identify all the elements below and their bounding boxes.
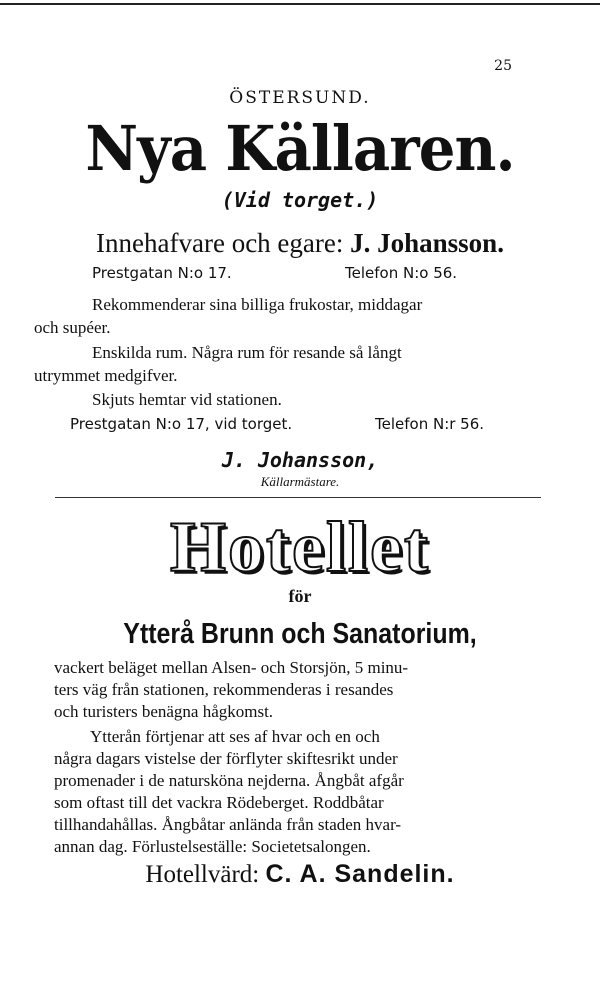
section-divider: [55, 497, 541, 498]
ad1-line-5: Skjuts hemtar vid stationen.: [92, 390, 282, 409]
ad2-line-4: Ytterån förtjenar att ses af hvar och en och: [90, 727, 380, 746]
ad1-line-2: och supéer.: [34, 318, 111, 337]
ad1-line-1: Rekommenderar sina billiga frukostar, middagar: [92, 295, 423, 314]
ad2-host-label: Hotellvärd:: [145, 861, 260, 888]
ad1-owner-label: Innehafvare och egare:: [96, 228, 344, 258]
ad2-line-2: ters väg från stationen, rekommenderas i resandes: [54, 680, 394, 699]
ad2-title: Hotellet: [170, 507, 430, 587]
ad1-signature-name: J. Johansson,: [221, 448, 379, 472]
ad2-line-6: promenader i de natursköna nejderna. Ångbåt afgår: [54, 771, 404, 790]
ad2-line-5: några dagars vistelse der förflyter skiftesrikt under: [54, 749, 398, 768]
ad2-line-8: tillhandahållas. Ångbåtar anlända från staden hvar-: [54, 815, 402, 834]
ad1-phone-2: Telefon N:r 56.: [375, 415, 485, 433]
ad2-hotel-name: Ytterå Brunn och Sanatorium,: [123, 618, 477, 650]
ad1-city: ÖSTERSUND.: [229, 88, 371, 108]
ad1-line-4: utrymmet medgifver.: [34, 366, 178, 385]
ad1-phone: Telefon N:o 56.: [345, 264, 458, 282]
ad2-line-3: och turisters benägna hågkomst.: [54, 702, 274, 721]
ad2-for: för: [288, 586, 312, 606]
ad1-address: Prestgatan N:o 17.: [92, 264, 232, 282]
page-number: 25: [494, 58, 512, 74]
ad1-subtitle: (Vid torget.): [221, 188, 379, 212]
ad1-owner-line: [0, 228, 600, 259]
ad1-line-3: Enskilda rum. Några rum för resande så långt: [92, 343, 402, 362]
ad2-line-7: som oftast till det vackra Rödeberget. Roddbåtar: [54, 793, 384, 812]
ad1-address-2: Prestgatan N:o 17, vid torget.: [70, 415, 293, 433]
top-rule: [0, 3, 600, 5]
ad1-owner-name: J. Johansson.: [350, 228, 504, 258]
ad2-host-name: C. A. Sandelin.: [265, 860, 455, 888]
ad2-line-1: vackert beläget mellan Alsen- och Storsjön, 5 minu-: [54, 658, 409, 677]
ad1-signature-title: Källarmästare.: [260, 474, 340, 489]
ad1-title: Nya Källaren.: [85, 112, 515, 185]
ad2-line-9: annan dag. Förlustelseställe: Societetsalongen.: [54, 837, 371, 856]
ad2-host-line: [0, 860, 600, 889]
